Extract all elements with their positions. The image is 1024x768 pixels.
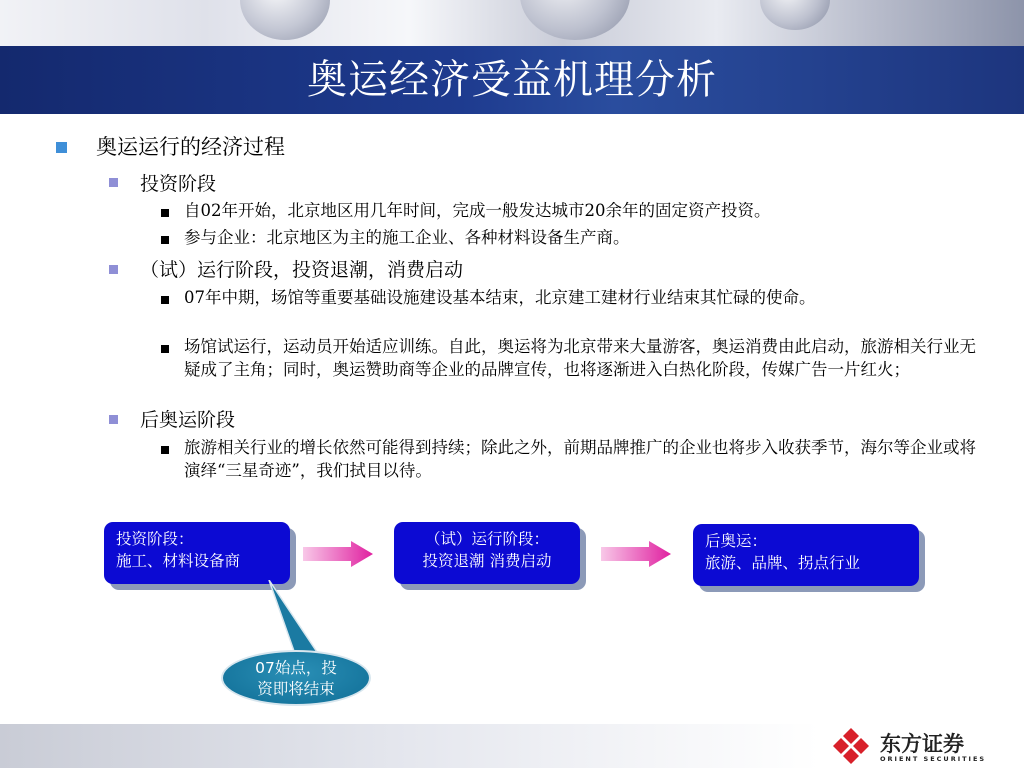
bullet-square-icon — [161, 345, 169, 353]
bullet-square-icon — [56, 142, 67, 153]
flow-box-investment — [104, 522, 290, 584]
section-heading: 奥运运行的经济过程 — [96, 135, 285, 159]
logo-subtext: ORIENT SECURITIES — [880, 755, 987, 763]
slide-title: 奥运经济受益机理分析 — [307, 57, 717, 103]
flow-box-line: 旅游、品牌、拐点行业 — [705, 554, 861, 572]
bullet-square-icon — [161, 446, 169, 454]
callout-line: 资即将结束 — [257, 680, 335, 698]
flow-box-line: （试）运行阶段： — [424, 530, 549, 548]
bullet-square-icon — [109, 178, 118, 187]
arrow-right-icon — [601, 541, 671, 567]
stage-point: 07年中期，场馆等重要基础设施建设基本结束，北京建工建材行业结束其忙碌的使命。 — [184, 288, 816, 307]
stage-point: 场馆试运行，运动员开始适应训练。自此，奥运将为北京带来大量游客，奥运消费由此启动，旅游相关行业无疑成了主角；同时，奥运赞助商等企业的品牌宣传，也将逐渐进入白热化阶段，传媒广告一片红火； — [184, 337, 976, 379]
flow-box-line: 投资退潮 消费启动 — [422, 552, 552, 570]
flow-box-post-olympic — [693, 524, 919, 586]
flow-box-line: 投资阶段： — [116, 530, 194, 548]
bullet-square-icon — [161, 236, 169, 244]
bullet-square-icon — [161, 209, 169, 217]
bullet-square-icon — [109, 265, 118, 274]
bullet-square-icon — [161, 296, 169, 304]
stage-point: 参与企业：北京地区为主的施工企业、各种材料设备生产商。 — [184, 228, 630, 247]
stage-point: 旅游相关行业的增长依然可能得到持续；除此之外，前期品牌推广的企业也将步入收获季节，海尔等企业或将演绎“三星奇迹”，我们拭目以待。 — [184, 438, 976, 480]
top-decoration — [0, 0, 1024, 46]
flow-box-operation — [394, 522, 580, 584]
callout-bubble — [221, 650, 371, 706]
stage-heading: 投资阶段 — [140, 173, 217, 195]
callout-line: 07始点，投 — [255, 659, 337, 677]
flow-box-line: 施工、材料设备商 — [116, 552, 241, 570]
stage-point: 自02年开始，北京地区用几年时间，完成一般发达城市20余年的固定资产投资。 — [184, 201, 771, 220]
flow-box-line: 后奥运： — [705, 532, 768, 550]
logo-text: 东方证券 — [880, 732, 964, 756]
orient-logo-icon — [830, 726, 872, 766]
arrow-right-icon — [303, 541, 373, 567]
stage-heading: （试）运行阶段，投资退潮，消费启动 — [140, 259, 464, 281]
stage-heading: 后奥运阶段 — [140, 409, 236, 431]
bullet-square-icon — [109, 415, 118, 424]
callout-tail — [255, 580, 335, 660]
